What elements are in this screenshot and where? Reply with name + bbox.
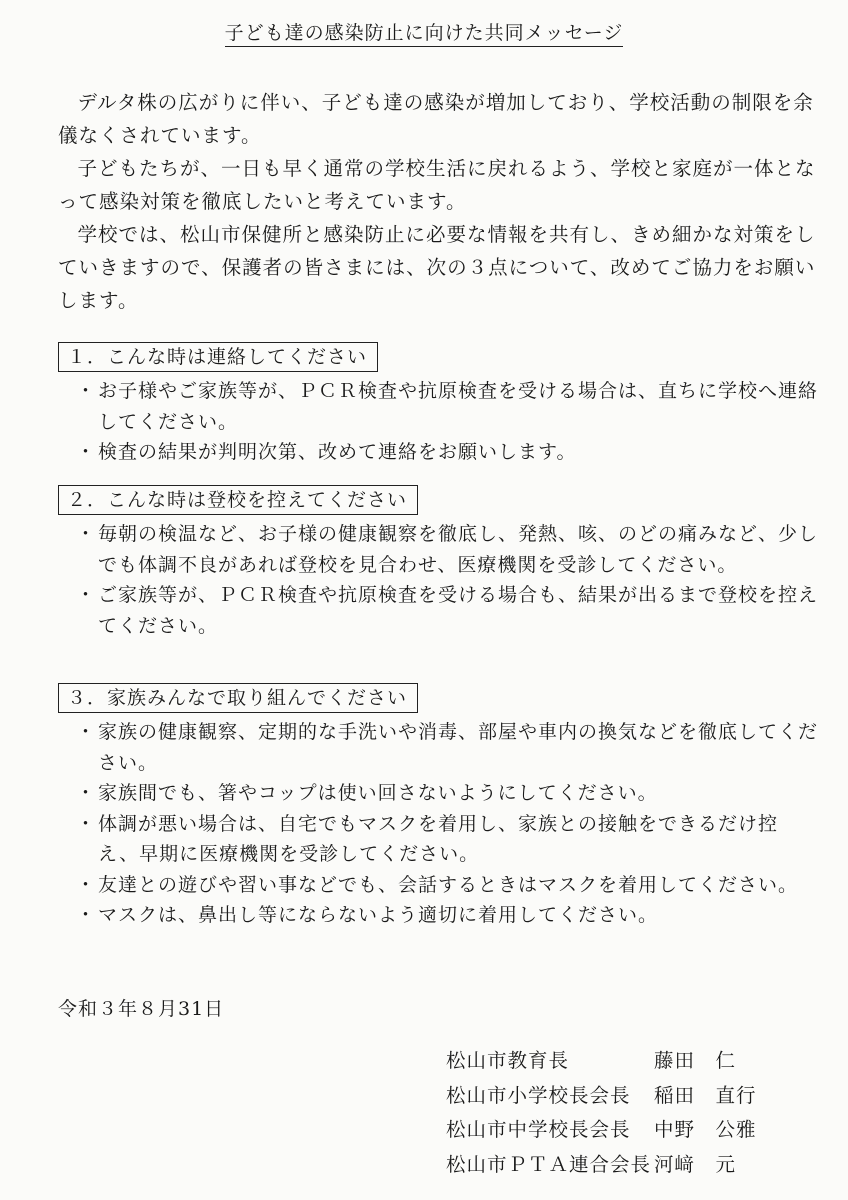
signer-name: 中野 公雅 <box>654 1118 757 1141</box>
section-heading: １．こんな時は連絡してください <box>58 342 378 372</box>
list-item: ・ 検査の結果が判明次第、改めて連絡をお願いします。 <box>84 437 818 468</box>
section-stay-home <box>58 485 818 641</box>
section-heading: ３．家族みんなで取り組んでください <box>58 683 418 713</box>
signer-org: 松山市中学校長会長 <box>446 1118 631 1141</box>
intro-section <box>58 86 818 317</box>
signer-row <box>446 1044 757 1079</box>
signer-org: 松山市教育長 <box>446 1049 570 1072</box>
section-list <box>58 376 818 468</box>
section-contact <box>58 342 818 468</box>
list-item: ・ マスクは、鼻出し等にならないよう適切に着用してください。 <box>84 900 818 931</box>
list-item: ・ ご家族等が、ＰＣＲ検査や抗原検査を受ける場合も、結果が出るまで登校を控えてください。 <box>84 580 818 641</box>
list-item: ・ お子様やご家族等が、ＰＣＲ検査や抗原検査を受ける場合は、直ちに学校へ連絡してください。 <box>84 376 818 437</box>
section-family-efforts <box>58 683 818 931</box>
signer-block <box>446 1044 757 1182</box>
signer-row <box>446 1148 757 1183</box>
list-item: ・ 家族の健康観察、定期的な手洗いや消毒、部屋や車内の換気などを徹底してください。 <box>84 717 818 778</box>
signer-org: 松山市小学校長会長 <box>446 1083 631 1107</box>
intro-paragraph: デルタ株の広がりに伴い、子ども達の感染が増加しており、学校活動の制限を余儀なくされています。 <box>58 91 814 147</box>
signer-name: 藤田 仁 <box>654 1049 737 1072</box>
signer-org: 松山市ＰＴＡ連合会長 <box>446 1152 652 1176</box>
list-item: ・ 友達との遊びや習い事などでも、会話するときはマスクを着用してください。 <box>84 870 818 901</box>
document-title <box>0 18 848 45</box>
section-heading: ２．こんな時は登校を控えてください <box>58 485 418 515</box>
issue-date: 令和３年８月31日 <box>58 998 225 1020</box>
signer-name: 河﨑 元 <box>654 1152 737 1176</box>
intro-paragraph: 子どもたちが、一日も早く通常の学校生活に戻れるよう、学校と家庭が一体となって感染対策を徹底したいと考えています。 <box>58 157 816 213</box>
signer-row <box>446 1113 757 1148</box>
list-item: ・ 毎朝の検温など、お子様の健康観察を徹底し、発熱、咳、のどの痛みなど、少しでも体調不良があれば登校を見合わせ、医療機関を受診してください。 <box>84 519 818 580</box>
signer-row <box>446 1079 757 1114</box>
list-item: ・ 家族間でも、箸やコップは使い回さないようにしてください。 <box>84 778 818 809</box>
document-title-text: 子ども達の感染防止に向けた共同メッセージ <box>225 22 624 47</box>
intro-paragraph: 学校では、松山市保健所と感染防止に必要な情報を共有し、きめ細かな対策をしていきますので、保護者の皆さまには、次の３点について、改めてご協力をお願いします。 <box>58 223 816 312</box>
section-list <box>58 519 818 641</box>
list-item: ・ 体調が悪い場合は、自宅でもマスクを着用し、家族との接触をできるだけ控え、早期に医療機関を受診してください。 <box>84 809 818 870</box>
section-list <box>58 717 818 931</box>
signer-name: 稲田 直行 <box>654 1083 757 1107</box>
